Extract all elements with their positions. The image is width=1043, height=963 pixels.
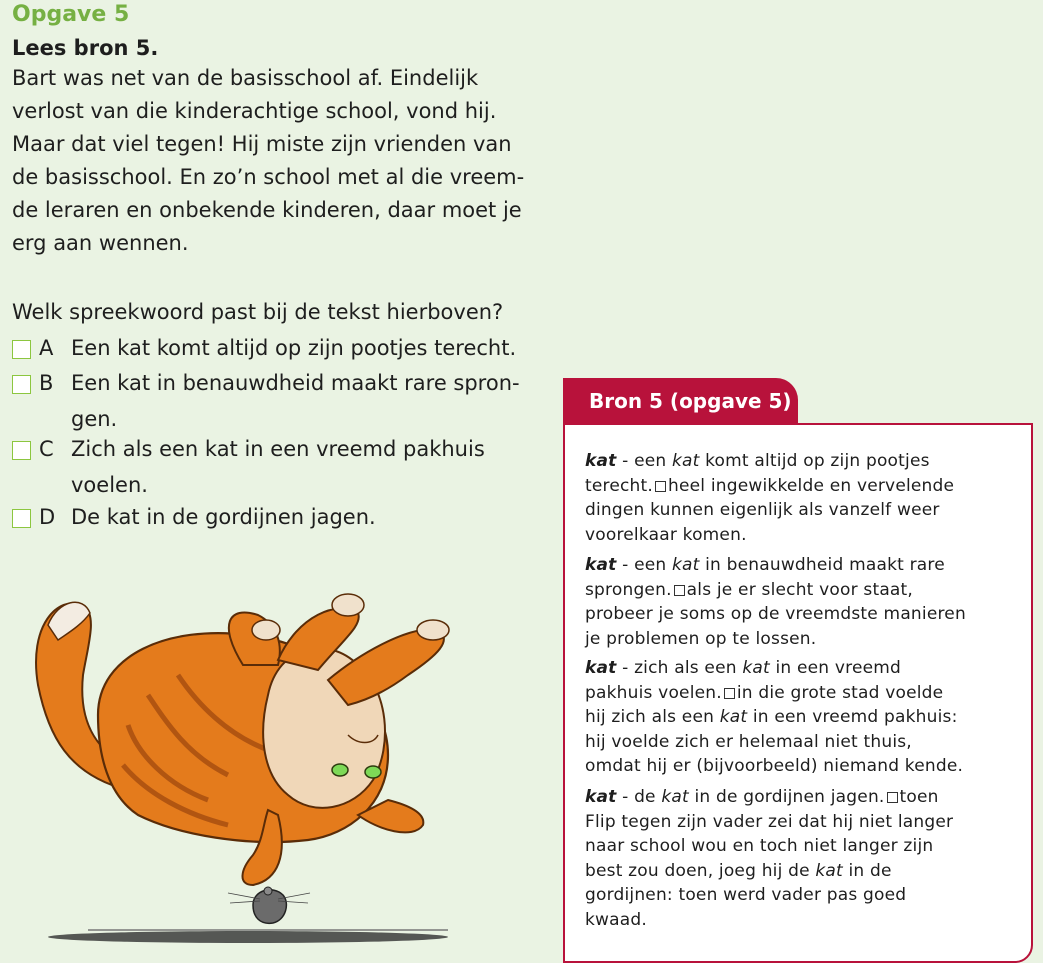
floor-shadow <box>48 931 448 943</box>
source-tab <box>563 378 798 424</box>
story-line: Maar dat viel tegen! Hij miste zijn vrienden van <box>12 132 512 156</box>
mouse-ear <box>264 887 272 895</box>
cat-falling-illustration <box>28 585 498 945</box>
dictionary-entry: kat - zich als een kat in een vreemd pakhuis voelen. in die grote stad voelde hij zich als een kat in een vreemd pakhuis: hij voelde zich er helemaal niet thuis, omdat hij er (bijvoorbeeld) niemand kende. <box>585 658 964 776</box>
square-marker <box>655 481 666 492</box>
square-marker <box>724 688 735 699</box>
entry-keyword: kat <box>585 555 617 575</box>
option-letter: C <box>39 437 54 461</box>
option-text: Een kat in benauwdheid maakt rare spron- <box>71 371 520 395</box>
option-text: De kat in de gordijnen jagen. <box>71 505 376 529</box>
checkbox[interactable] <box>12 441 31 460</box>
square-marker <box>674 585 685 596</box>
checkbox[interactable] <box>12 340 31 359</box>
option-letter: A <box>39 336 54 360</box>
dictionary-entry: kat - een kat komt altijd op zijn pootjes terecht. heel ingewikkelde en vervelende dingen kunnen eigenlijk als vanzelf weer voorelkaar komen. <box>585 451 955 545</box>
question-text: Welk spreekwoord past bij de tekst hierboven? <box>12 300 504 324</box>
instruction: Lees bron 5. <box>12 36 159 60</box>
dictionary-entry: kat - een kat in benauwdheid maakt rare sprongen. als je er slecht voor staat, probeer je soms op de vreemdste manieren je problemen op te lossen. <box>585 555 966 649</box>
cat-leg <box>328 629 444 705</box>
story-line: erg aan wennen. <box>12 231 189 255</box>
entry-keyword: kat <box>585 658 617 678</box>
story-line: de leraren en onbekende kinderen, daar moet je <box>12 198 522 222</box>
dictionary-entry: kat - de kat in de gordijnen jagen. toen Flip tegen zijn vader zei dat hij niet langer naar school wou en toch niet langer zijn best zou doen, joeg hij de kat in de gordijnen: toen werd vader pas goed kwaad. <box>585 787 954 930</box>
story-line: verlost van die kinderachtige school, vond hij. <box>12 99 497 123</box>
story-line: de basisschool. En zo’n school met al die vreem- <box>12 165 525 189</box>
square-marker <box>887 792 898 803</box>
option-text: Zich als een kat in een vreemd pakhuis <box>71 437 485 461</box>
option-text-continued: gen. <box>71 407 118 431</box>
source-tab-label: Bron 5 (opgave 5) <box>589 389 792 413</box>
option-letter: B <box>39 371 54 395</box>
entry-keyword: kat <box>585 787 617 807</box>
cat-paw <box>332 594 364 616</box>
option-text-continued: voelen. <box>71 473 148 497</box>
cat-paw <box>417 620 449 640</box>
story-line: Bart was net van de basisschool af. Eindelijk <box>12 66 479 90</box>
checkbox[interactable] <box>12 509 31 528</box>
option-text: Een kat komt altijd op zijn pootjes terecht. <box>71 336 517 360</box>
option-letter: D <box>39 505 56 529</box>
cat-paw <box>252 620 280 640</box>
checkbox[interactable] <box>12 375 31 394</box>
cat-eye <box>365 766 381 778</box>
exercise-heading: Opgave 5 <box>12 2 130 27</box>
entry-keyword: kat <box>585 451 617 471</box>
cat-eye <box>332 764 348 776</box>
story-text <box>12 62 542 260</box>
